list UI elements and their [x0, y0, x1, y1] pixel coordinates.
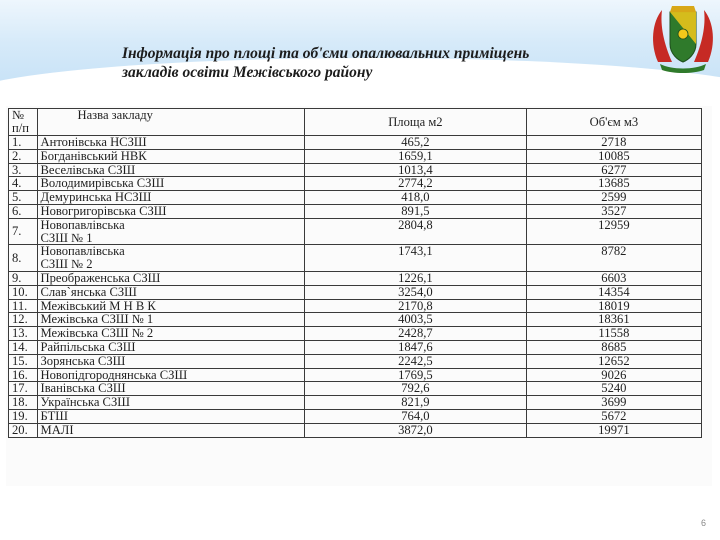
header-name: Назва закладу [37, 109, 305, 136]
row-area: 764,0 [305, 409, 527, 423]
table-row [9, 245, 702, 272]
row-volume: 10085 [526, 149, 701, 163]
table-row [9, 204, 702, 218]
row-volume: 14354 [526, 285, 701, 299]
row-name-line-2: СЗШ № 1 [40, 230, 93, 245]
row-name: Богданівський НВК [37, 149, 305, 163]
header-num [9, 109, 38, 136]
page-title [122, 44, 642, 82]
row-name [37, 218, 305, 245]
row-name: Новогригорівська СЗШ [37, 204, 305, 218]
table-row [9, 368, 702, 382]
row-area: 1769,5 [305, 368, 527, 382]
row-volume: 9026 [526, 368, 701, 382]
row-name: Антонівська НСЗШ [37, 136, 305, 150]
row-num: 4. [9, 177, 38, 191]
table-row [9, 271, 702, 285]
row-area: 1226,1 [305, 271, 527, 285]
row-area: 418,0 [305, 191, 527, 205]
table-row [9, 396, 702, 410]
row-area: 3254,0 [305, 285, 527, 299]
table-row [9, 327, 702, 341]
row-name: Іванівська СЗШ [37, 382, 305, 396]
row-num: 2. [9, 149, 38, 163]
row-area: 1847,6 [305, 340, 527, 354]
table-row [9, 285, 702, 299]
row-name: Межівський М Н В К [37, 299, 305, 313]
row-volume: 11558 [526, 327, 701, 341]
table-row [9, 149, 702, 163]
row-volume: 18361 [526, 313, 701, 327]
row-area: 1659,1 [305, 149, 527, 163]
row-num: 8. [9, 245, 38, 272]
row-num: 3. [9, 163, 38, 177]
row-volume: 5240 [526, 382, 701, 396]
row-name: Веселівська СЗШ [37, 163, 305, 177]
row-area: 891,5 [305, 204, 527, 218]
row-num: 19. [9, 409, 38, 423]
row-num: 10. [9, 285, 38, 299]
header-volume: Об'єм м3 [526, 109, 701, 136]
table-row [9, 354, 702, 368]
row-num: 5. [9, 191, 38, 205]
row-name: Володимирівська СЗШ [37, 177, 305, 191]
row-name: Межівська СЗШ № 2 [37, 327, 305, 341]
row-name-line-1: Новопавлівська [40, 217, 125, 232]
row-volume: 8685 [526, 340, 701, 354]
row-area: 2170,8 [305, 299, 527, 313]
coat-of-arms-icon [650, 4, 716, 74]
row-num: 15. [9, 354, 38, 368]
header-num-line-1: № [12, 108, 25, 122]
row-name: Райпільська СЗШ [37, 340, 305, 354]
table-row [9, 218, 702, 245]
row-volume: 6277 [526, 163, 701, 177]
row-volume: 12652 [526, 354, 701, 368]
row-name-line-1: Новопавлівська [40, 244, 125, 259]
row-name: Демуринська НСЗШ [37, 191, 305, 205]
row-area: 2804,8 [305, 218, 527, 245]
row-volume: 3527 [526, 204, 701, 218]
row-num: 20. [9, 423, 38, 437]
table-row [9, 163, 702, 177]
row-num: 7. [9, 218, 38, 245]
row-name: МАЛІ [37, 423, 305, 437]
header-area: Площа м2 [305, 109, 527, 136]
row-volume: 19971 [526, 423, 701, 437]
page-number: 6 [700, 518, 706, 528]
table-row [9, 313, 702, 327]
row-name: Новопідгороднянська СЗШ [37, 368, 305, 382]
table-row [9, 423, 702, 437]
row-num: 17. [9, 382, 38, 396]
table-row [9, 177, 702, 191]
row-name: БТШ [37, 409, 305, 423]
row-num: 9. [9, 271, 38, 285]
row-name: Межівська СЗШ № 1 [37, 313, 305, 327]
table-row [9, 299, 702, 313]
row-area: 3872,0 [305, 423, 527, 437]
row-area: 2774,2 [305, 177, 527, 191]
row-name [37, 245, 305, 272]
row-num: 13. [9, 327, 38, 341]
table-row [9, 136, 702, 150]
row-area: 2242,5 [305, 354, 527, 368]
row-name: Українська СЗШ [37, 396, 305, 410]
row-volume: 2599 [526, 191, 701, 205]
row-volume: 8782 [526, 245, 701, 272]
row-num: 16. [9, 368, 38, 382]
row-volume: 3699 [526, 396, 701, 410]
row-volume: 2718 [526, 136, 701, 150]
row-area: 4003,5 [305, 313, 527, 327]
row-volume: 6603 [526, 271, 701, 285]
row-num: 12. [9, 313, 38, 327]
row-area: 1013,4 [305, 163, 527, 177]
row-volume: 12959 [526, 218, 701, 245]
row-num: 1. [9, 136, 38, 150]
schools-table [8, 108, 702, 438]
row-area: 1743,1 [305, 245, 527, 272]
row-num: 14. [9, 340, 38, 354]
row-name-line-2: СЗШ № 2 [40, 257, 93, 272]
row-name: Преображенська СЗШ [37, 271, 305, 285]
row-area: 792,6 [305, 382, 527, 396]
table-row [9, 409, 702, 423]
row-volume: 5672 [526, 409, 701, 423]
row-area: 821,9 [305, 396, 527, 410]
title-line-1: Інформація про площі та об'єми опалювальних приміщень [122, 45, 530, 62]
table-row [9, 382, 702, 396]
row-num: 11. [9, 299, 38, 313]
row-name: Зорянська СЗШ [37, 354, 305, 368]
row-volume: 13685 [526, 177, 701, 191]
table-row [9, 340, 702, 354]
row-area: 2428,7 [305, 327, 527, 341]
row-area: 465,2 [305, 136, 527, 150]
header-num-line-2: п/п [12, 120, 29, 135]
row-volume: 18019 [526, 299, 701, 313]
table-row [9, 191, 702, 205]
row-num: 18. [9, 396, 38, 410]
row-num: 6. [9, 204, 38, 218]
title-line-2: закладів освіти Межівського району [122, 64, 373, 81]
row-name: Слав`янська СЗШ [37, 285, 305, 299]
